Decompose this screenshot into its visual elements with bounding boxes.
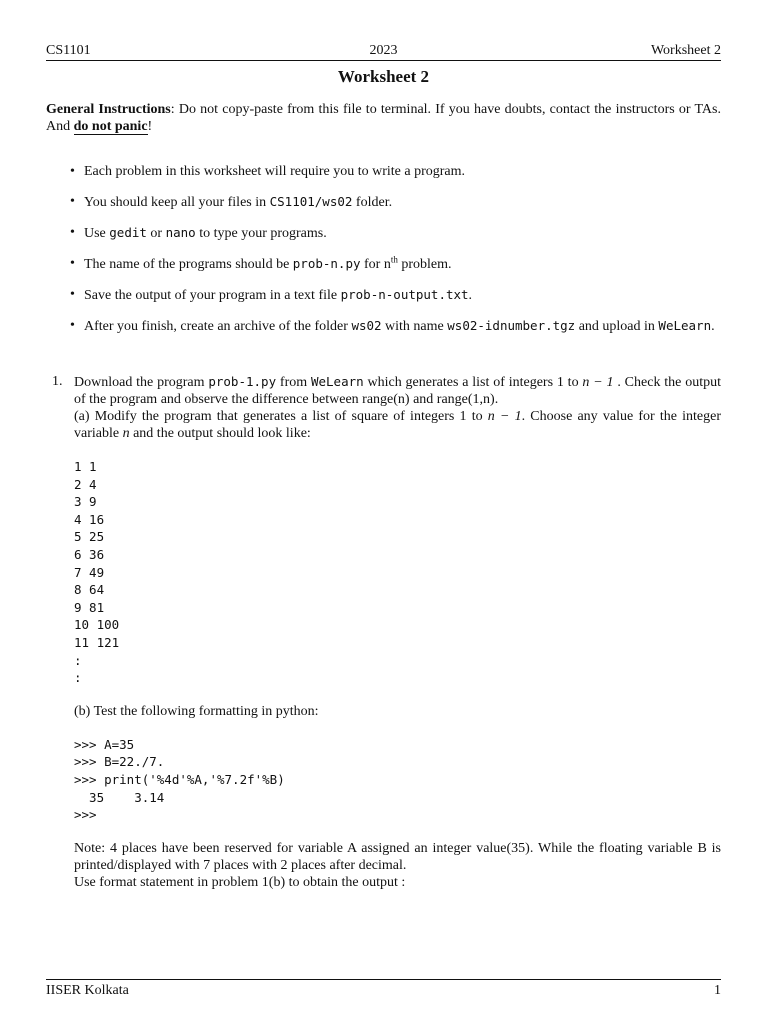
bullet-text: or [146, 226, 166, 241]
list-item [46, 286, 721, 304]
institute-name: IISER Kolkata [46, 983, 129, 998]
output-line: 8 64 [74, 582, 105, 598]
note-text: Use format statement in problem 1(b) to obtain the output : [74, 874, 406, 890]
problem-statement [74, 373, 721, 442]
problem-text: from [276, 375, 311, 390]
note [74, 840, 721, 891]
output-line: : [74, 652, 82, 668]
output-line: 2 4 [74, 476, 97, 492]
bullet-text: with name [381, 319, 448, 334]
editor-name: nano [165, 225, 196, 240]
problem-text: . Check the output of the program and observe the difference between range(n) and range(1,n). [74, 375, 721, 407]
year: 2023 [369, 43, 398, 58]
general-instructions [46, 101, 721, 135]
page-title: Worksheet 2 [337, 67, 430, 86]
output-line: 1 1 [74, 459, 97, 474]
list-item [46, 163, 721, 180]
superscript: th [390, 254, 398, 265]
bullet-text: You should keep all your files in [84, 195, 270, 210]
output-line: 11 121 [74, 634, 120, 650]
folder-path: CS1101/ws02 [269, 194, 353, 209]
note-text: Note: 4 places have been reserved for variable A assigned an integer value(35). While the floating variable B is printed/displayed with 7 places with 2 places after decimal. [74, 840, 721, 873]
course-code: CS1101 [46, 43, 91, 58]
python-code [74, 736, 721, 824]
bullet-text: . [468, 288, 473, 303]
bullet-text: Each problem in this worksheet will require you to write a program. [84, 164, 466, 179]
list-item [46, 224, 721, 242]
folder-name: ws02 [351, 318, 382, 333]
list-item [46, 193, 721, 211]
code-line: >>> [74, 807, 97, 823]
code-line: >>> B=22./7. [74, 754, 165, 770]
bullet-text: and upload in [575, 319, 659, 334]
file-name: prob-1.py [208, 374, 277, 389]
page-header [46, 42, 721, 61]
bullet-text: for n [360, 257, 391, 272]
part-a-text: . Choose any value for the integer variable [74, 409, 721, 441]
page-number: 1 [714, 983, 721, 998]
problem-1 [46, 373, 721, 891]
output-line: 10 100 [74, 617, 120, 633]
part-b-text: (b) Test the following formatting in python: [74, 703, 319, 719]
part-a-text: and the output should look like: [129, 426, 311, 441]
output-line: 9 81 [74, 599, 105, 615]
output-line: 5 25 [74, 529, 105, 545]
list-item [46, 317, 721, 335]
output-line: 4 16 [74, 511, 105, 527]
editor-name: gedit [109, 225, 147, 240]
problem-number: 1. [52, 374, 63, 389]
platform-name: WeLearn [658, 318, 712, 333]
list-item [46, 255, 721, 273]
instruction-list [46, 163, 721, 348]
bullet-text: problem. [397, 257, 452, 272]
instructions-text: : Do not copy-paste from this file to terminal. If you have doubts, contact the instructors or TAs. And [46, 102, 721, 134]
bullet-text: Save the output of your program in a text file [84, 288, 341, 303]
expected-output [74, 458, 721, 687]
output-line: 7 49 [74, 564, 105, 580]
page-footer [46, 979, 721, 1000]
archive-name: ws02-idnumber.tgz [447, 318, 576, 333]
math-expression: n − 1 [487, 409, 522, 424]
file-name: prob-n-output.txt [340, 287, 469, 302]
bullet-text: The name of the programs should be [84, 257, 293, 272]
bullet-text: folder. [352, 195, 393, 210]
output-line: 3 9 [74, 494, 97, 510]
panic-text: do not panic [73, 119, 148, 134]
bullet-text: Use [84, 226, 110, 241]
problem-text: which generates a list of integers 1 to [363, 375, 583, 390]
bullet-text: . [711, 319, 715, 334]
platform-name: WeLearn [310, 374, 364, 389]
instructions-end: ! [147, 119, 153, 134]
file-name: prob-n.py [292, 256, 361, 271]
output-line: 6 36 [74, 546, 105, 562]
code-line: 35 3.14 [74, 789, 165, 805]
bullet-text: to type your programs. [195, 226, 327, 241]
math-expression: n − 1 [582, 375, 614, 390]
code-line: >>> A=35 [74, 736, 135, 752]
problem-text: Download the program [74, 375, 209, 390]
instructions-label: General Instructions [46, 102, 171, 117]
bullet-text: After you finish, create an archive of the folder [84, 319, 352, 334]
part-a-text: (a) Modify the program that generates a list of square of integers 1 to [74, 409, 488, 424]
header-worksheet: Worksheet 2 [650, 43, 721, 58]
code-line: >>> print('%4d'%A,'%7.2f'%B) [74, 771, 285, 787]
output-line: : [74, 670, 82, 686]
math-variable: n [122, 426, 130, 441]
